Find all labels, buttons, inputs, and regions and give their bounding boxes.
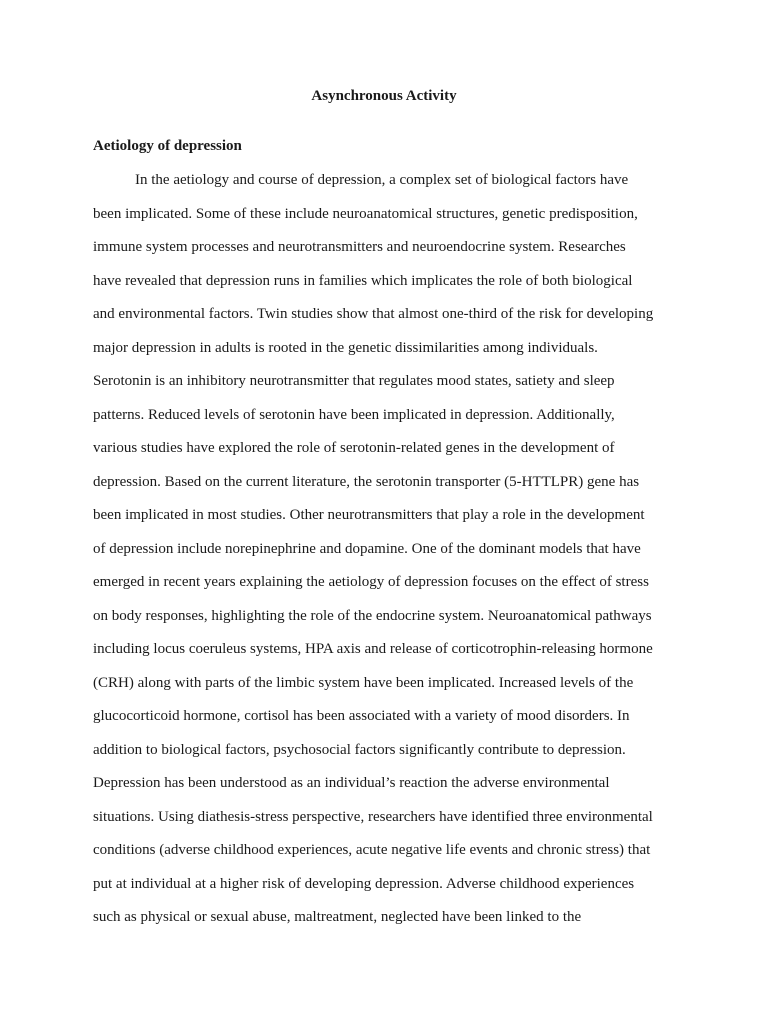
body-paragraph [93,170,693,941]
paragraph-line: conditions (adverse childhood experiences, acute negative life events and chronic stress) that [93,842,651,858]
paragraph-line: such as physical or sexual abuse, maltreatment, neglected have been linked to the [93,909,582,925]
paragraph-line: Serotonin is an inhibitory neurotransmitter that regulates mood states, satiety and sleep [93,373,615,389]
paragraph-line: situations. Using diathesis-stress perspective, researchers have identified three environmental [93,808,653,825]
paragraph-line: glucocorticoid hormone, cortisol has been associated with a variety of mood disorders. In [93,708,630,724]
paragraph-line: (CRH) along with parts of the limbic system have been implicated. Increased levels of the [93,674,634,691]
paragraph-line: put at individual at a higher risk of developing depression. Adverse childhood experiences [93,875,635,892]
document-title: Asynchronous Activity [311,88,457,104]
paragraph-line: emerged in recent years explaining the aetiology of depression focuses on the effect of stress [93,574,649,590]
paragraph-line: of depression include norepinephrine and dopamine. One of the dominant models that have [93,540,641,557]
paragraph-line: patterns. Reduced levels of serotonin have been implicated in depression. Additionally, [93,406,615,423]
paragraph-line: and environmental factors. Twin studies show that almost one-third of the risk for developing [93,306,654,322]
paragraph-line: addition to biological factors, psychosocial factors significantly contribute to depression. [93,741,626,758]
section-heading: Aetiology of depression [93,138,242,154]
paragraph-line: been implicated. Some of these include neuroanatomical structures, genetic predisposition, [93,205,638,222]
paragraph-line: including locus coeruleus systems, HPA axis and release of corticotrophin-releasing hormone [93,641,653,657]
paragraph-line: major depression in adults is rooted in the genetic dissimilarities among individuals. [93,339,598,356]
paragraph-line: immune system processes and neurotransmitters and neuroendocrine system. Researches [93,239,626,255]
paragraph-line: various studies have explored the role of serotonin-related genes in the development of [93,440,615,456]
paragraph-line: In the aetiology and course of depression, a complex set of biological factors have [135,172,629,188]
paragraph-line: on body responses, highlighting the role of the endocrine system. Neuroanatomical pathways [93,607,652,624]
paragraph-line: have revealed that depression runs in families which implicates the role of both biological [93,272,633,289]
paragraph-line: depression. Based on the current literature, the serotonin transporter (5-HTTLPR) gene has [93,473,640,490]
paragraph-line: Depression has been understood as an individual’s reaction the adverse environmental [93,775,610,791]
paragraph-line: been implicated in most studies. Other neurotransmitters that play a role in the development [93,507,645,523]
